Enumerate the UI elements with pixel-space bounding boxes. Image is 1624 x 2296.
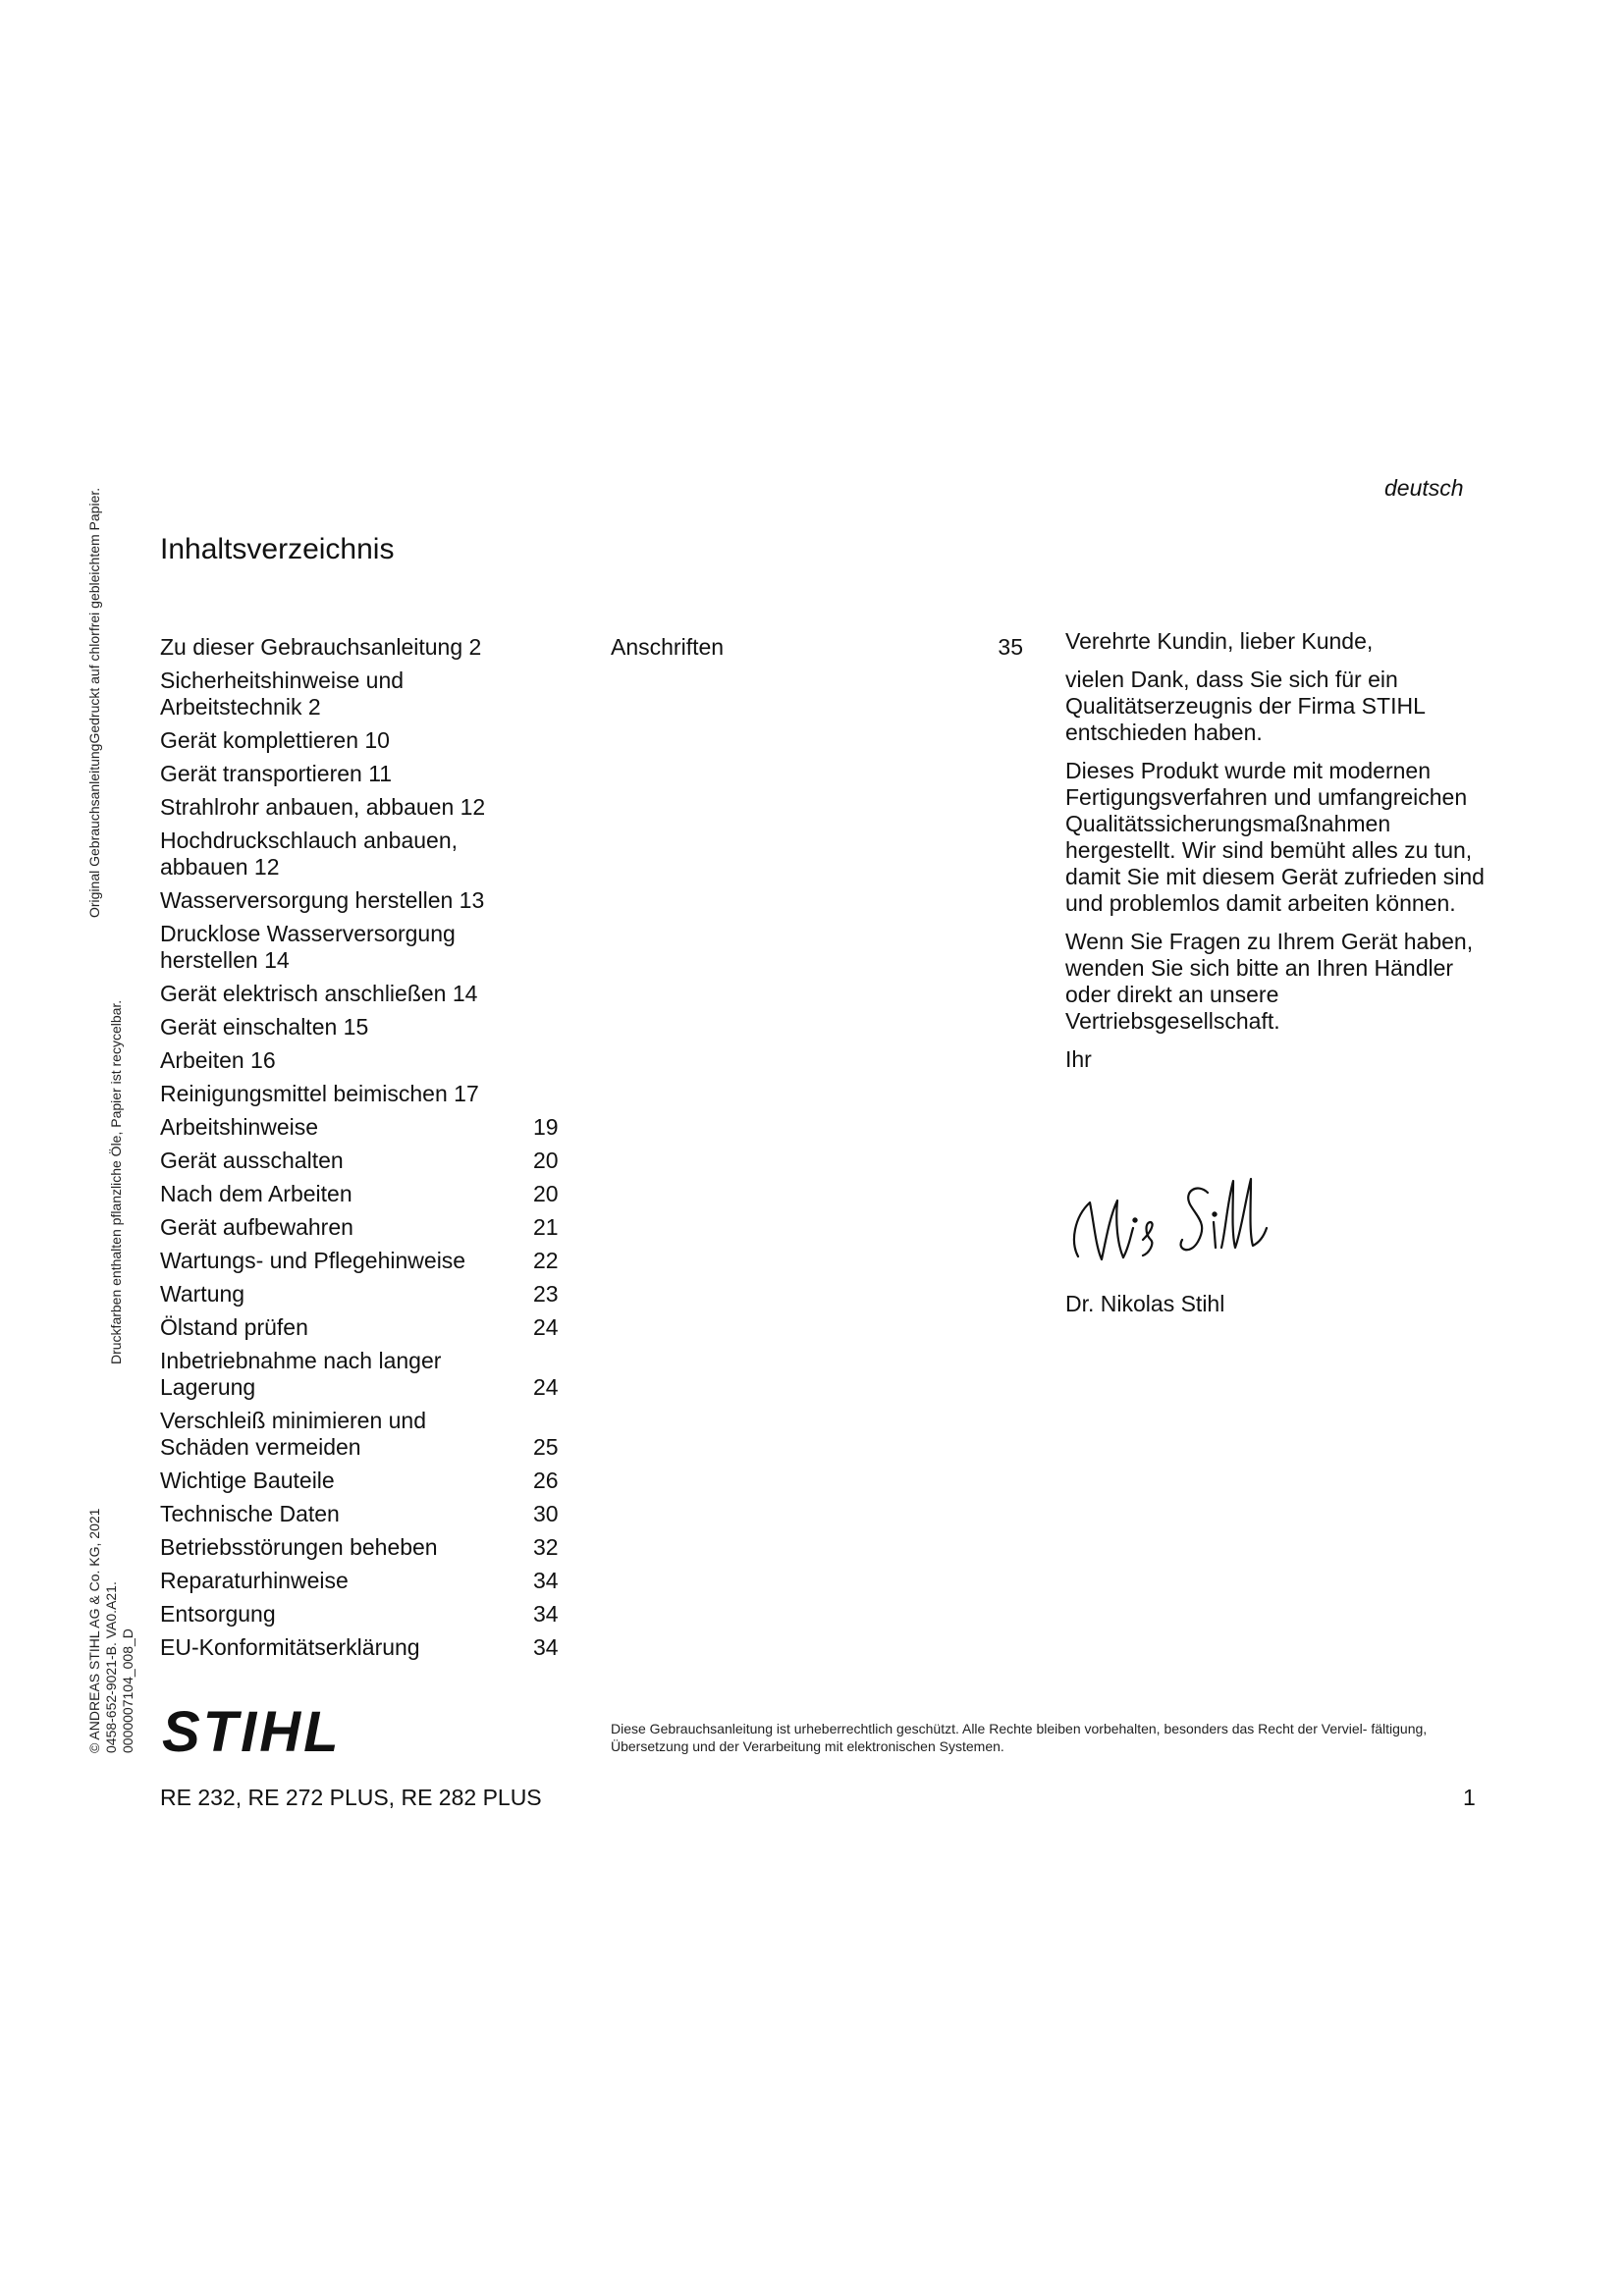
toc-entry-label: Technische Daten xyxy=(160,1501,340,1526)
toc-entry-page: 22 xyxy=(533,1248,559,1273)
toc-entry[interactable] xyxy=(160,1468,572,1494)
toc-entry-label: Arbeiten 16 xyxy=(160,1047,276,1073)
stihl-logo-text: STIHL xyxy=(162,1704,342,1759)
toc-entry[interactable] xyxy=(160,1601,572,1628)
toc-entry-page: 32 xyxy=(533,1534,559,1560)
toc-entry-label: Betriebsstörungen beheben xyxy=(160,1534,438,1560)
toc-entry-page: 24 xyxy=(533,1374,559,1400)
page-title: Inhaltsverzeichnis xyxy=(160,533,395,565)
toc-entry[interactable] xyxy=(160,761,572,787)
toc-entry-label: Reinigungsmittel beimischen 17 xyxy=(160,1081,479,1106)
toc-entry[interactable] xyxy=(160,1348,572,1401)
toc-entry-page: 34 xyxy=(533,1568,559,1593)
toc-entry-page: 26 xyxy=(533,1468,559,1493)
toc-entry-label: Reparaturhinweise xyxy=(160,1568,349,1593)
toc-entry[interactable] xyxy=(160,1314,572,1341)
letter-paragraph: vielen Dank, dass Sie sich für ein Qualitätserzeugnis der Firma STIHL entschieden haben. xyxy=(1065,667,1426,745)
toc-entry-label: Strahlrohr anbauen, abbauen 12 xyxy=(160,794,486,820)
side-copyright-block xyxy=(86,1509,136,1753)
letter-paragraph: Wenn Sie Fragen zu Ihrem Gerät haben, wenden Sie sich bitte an Ihren Händler oder direkt an unsere Vertriebsgesellschaft. xyxy=(1065,929,1474,1034)
toc-entry[interactable] xyxy=(160,1501,572,1527)
toc-entry-label: EU-Konformitätserklärung xyxy=(160,1634,420,1660)
toc-entry-page: 19 xyxy=(533,1114,559,1140)
toc-entry[interactable] xyxy=(160,1114,572,1141)
toc-entry-page: 21 xyxy=(533,1214,559,1240)
toc-entry-page: 23 xyxy=(533,1281,559,1307)
toc-entry[interactable] xyxy=(160,1014,572,1041)
side-docnumber-line: 0458-652-9021-B. VA0.A21. xyxy=(103,1581,119,1753)
toc-entry-label: Anschriften xyxy=(611,634,725,660)
toc-entry-label: Gerät ausschalten xyxy=(160,1148,344,1173)
page-number: 1 xyxy=(1463,1785,1476,1810)
toc-entry[interactable] xyxy=(160,1214,572,1241)
handwritten-signature xyxy=(1060,1163,1286,1281)
toc-entry[interactable] xyxy=(160,828,572,881)
toc-entry[interactable] xyxy=(160,1568,572,1594)
toc-entry-label: Gerät elektrisch anschließen 14 xyxy=(160,981,478,1006)
toc-entry-label: Wartungs- und Pflegehinweise xyxy=(160,1248,466,1273)
toc-entry[interactable] xyxy=(160,1408,572,1461)
toc-entry-label: Arbeitshinweise xyxy=(160,1114,319,1140)
toc-entry-label: Drucklose Wasserversorgung herstellen 14 xyxy=(160,921,456,973)
toc-entry-label: Wichtige Bauteile xyxy=(160,1468,335,1493)
toc-entry[interactable] xyxy=(160,1181,572,1207)
toc-entry-label: Gerät komplettieren 10 xyxy=(160,727,390,753)
toc-entry-page: 30 xyxy=(533,1501,559,1526)
toc-entry[interactable] xyxy=(160,634,572,661)
stihl-logo xyxy=(160,1704,381,1759)
side-note-line: Druckfarben enthalten pflanzliche Öle, Papier ist recycelbar. xyxy=(108,999,124,1364)
table-of-contents-continued xyxy=(611,634,1023,661)
language-label: deutsch xyxy=(1384,475,1464,501)
toc-entry-page: 24 xyxy=(533,1314,559,1340)
toc-entry[interactable] xyxy=(160,887,572,914)
toc-entry-label: Ölstand prüfen xyxy=(160,1314,308,1340)
toc-entry[interactable] xyxy=(160,727,572,754)
toc-entry[interactable] xyxy=(160,1148,572,1174)
toc-entry-label: Wasserversorgung herstellen 13 xyxy=(160,887,485,913)
toc-entry-page: 34 xyxy=(533,1601,559,1627)
welcome-letter xyxy=(1065,628,1488,1085)
letter-paragraph: Dieses Produkt wurde mit modernen Fertigungsverfahren und umfangreichen Qualitätssicherungsmaßnahmen hergestellt. Wir sind bemüht alles zu tun, damit Sie mit diesem Gerät zufrieden sind und problemlos damit arbeiten können. xyxy=(1065,758,1485,916)
toc-entry[interactable] xyxy=(160,1081,572,1107)
toc-entry-label: Zu dieser Gebrauchsanleitung 2 xyxy=(160,634,482,660)
toc-entry-label: Gerät einschalten 15 xyxy=(160,1014,369,1040)
model-footer: RE 232, RE 272 PLUS, RE 282 PLUS xyxy=(160,1785,542,1810)
toc-entry[interactable] xyxy=(160,667,572,721)
toc-entry-page: 34 xyxy=(533,1634,559,1660)
toc-entry-label: Gerät transportieren 11 xyxy=(160,761,393,786)
letter-closing: Ihr xyxy=(1065,1046,1092,1072)
toc-entry[interactable] xyxy=(160,1248,572,1274)
toc-entry[interactable] xyxy=(160,1281,572,1308)
toc-entry-page: 25 xyxy=(533,1434,559,1460)
toc-entry[interactable] xyxy=(160,981,572,1007)
toc-entry-label: Entsorgung xyxy=(160,1601,276,1627)
side-note-inks xyxy=(108,1000,125,1364)
table-of-contents xyxy=(160,634,572,1668)
toc-entry-page: 20 xyxy=(533,1181,559,1206)
toc-entry[interactable] xyxy=(611,634,1023,661)
toc-entry[interactable] xyxy=(160,1047,572,1074)
toc-entry-label: Gerät aufbewahren xyxy=(160,1214,353,1240)
letter-greeting: Verehrte Kundin, lieber Kunde, xyxy=(1065,628,1374,654)
toc-entry-page: 20 xyxy=(533,1148,559,1173)
toc-entry-label: Inbetriebnahme nach langer Lagerung xyxy=(160,1348,442,1400)
toc-entry[interactable] xyxy=(160,1534,572,1561)
side-note-paper xyxy=(86,488,103,918)
toc-entry-label: Wartung xyxy=(160,1281,245,1307)
signer-name: Dr. Nikolas Stihl xyxy=(1065,1291,1225,1316)
side-note-line: Original GebrauchsanleitungGedruckt auf chlorfrei gebleichtem Papier. xyxy=(86,487,102,918)
toc-entry[interactable] xyxy=(160,794,572,821)
toc-entry-label: Hochdruckschlauch anbauen, abbauen 12 xyxy=(160,828,459,880)
toc-entry-label: Sicherheitshinweise und Arbeitstechnik 2 xyxy=(160,667,405,720)
side-docid-line: 0000007104_008_D xyxy=(120,1629,135,1753)
side-copyright-line: © ANDREAS STIHL AG & Co. KG, 2021 xyxy=(86,1508,102,1753)
toc-entry-page: 35 xyxy=(998,634,1023,660)
toc-entry-label: Nach dem Arbeiten xyxy=(160,1181,352,1206)
toc-entry-label: Verschleiß minimieren und Schäden vermeiden xyxy=(160,1408,427,1460)
toc-entry[interactable] xyxy=(160,1634,572,1661)
toc-entry[interactable] xyxy=(160,921,572,974)
copyright-notice: Diese Gebrauchsanleitung ist urheberrechtlich geschützt. Alle Rechte bleiben vorbehalten, besonders das Recht der Verviel- fältigung, Übersetzung und der Verarbeitung mit elektronischen Systemen. xyxy=(611,1721,1428,1754)
